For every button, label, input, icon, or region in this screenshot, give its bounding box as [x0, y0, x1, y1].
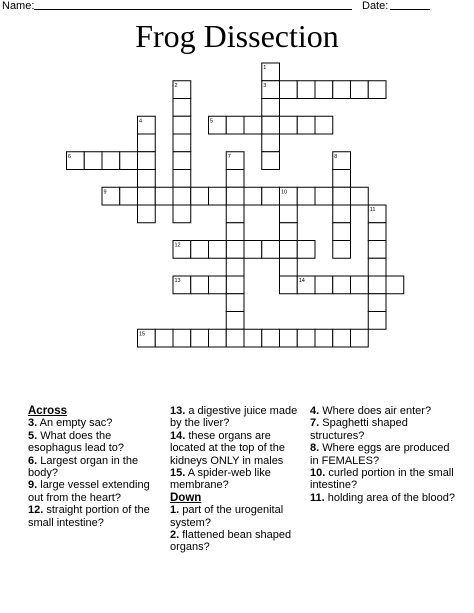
grid-cell[interactable]	[102, 152, 120, 170]
grid-cell[interactable]	[138, 205, 156, 223]
clue-down-11: 11. holding area of the blood?	[310, 491, 455, 504]
clue-across-15: 15. A spider-web like membrane?	[170, 467, 271, 492]
grid-cell[interactable]	[297, 116, 315, 134]
grid-cell[interactable]	[333, 276, 351, 294]
grid-cell[interactable]	[368, 258, 386, 276]
grid-cell[interactable]	[226, 223, 244, 241]
down-heading: Down	[170, 491, 202, 504]
grid-cell[interactable]	[368, 276, 386, 294]
date-label: Date:	[362, 0, 389, 12]
grid-number: 15	[139, 331, 146, 338]
grid-cell[interactable]	[191, 276, 209, 294]
grid-cell[interactable]	[315, 116, 333, 134]
grid-number: 10	[281, 189, 288, 196]
clue-down-4: 4. Where does air enter?	[310, 405, 432, 417]
grid-cell[interactable]	[351, 187, 369, 205]
grid-cell[interactable]	[262, 152, 280, 170]
grid-cell[interactable]	[155, 329, 173, 347]
grid-cell[interactable]	[368, 223, 386, 241]
grid-cell[interactable]	[280, 258, 298, 276]
grid-number: 3	[263, 82, 267, 89]
grid-cell[interactable]	[209, 187, 227, 205]
clue-down-10: 10. curled portion in the small intestine?	[310, 467, 454, 492]
grid-cell[interactable]	[368, 241, 386, 259]
grid-cell[interactable]	[386, 276, 404, 294]
grid-cell[interactable]	[84, 152, 102, 170]
grid-cell[interactable]	[138, 187, 156, 205]
grid-cell[interactable]	[226, 116, 244, 134]
grid-cell[interactable]	[173, 170, 191, 188]
grid-number: 4	[139, 118, 143, 125]
grid-cell[interactable]	[226, 241, 244, 259]
grid-cell[interactable]	[297, 241, 315, 259]
grid-number: 5	[210, 118, 214, 125]
grid-cell[interactable]	[262, 134, 280, 152]
grid-cell[interactable]	[244, 241, 262, 259]
grid-cell[interactable]	[226, 187, 244, 205]
grid-cell[interactable]	[333, 241, 351, 259]
grid-cell[interactable]	[297, 329, 315, 347]
grid-cell[interactable]	[368, 294, 386, 312]
grid-cell[interactable]	[315, 81, 333, 99]
clue-down-7: 7. Spaghetti shaped structures?	[310, 417, 408, 442]
grid-cell[interactable]	[173, 187, 191, 205]
grid-cell[interactable]	[297, 81, 315, 99]
clue-across-6: 6. Largest organ in the body?	[28, 454, 139, 480]
grid-cell[interactable]	[209, 276, 227, 294]
grid-cell[interactable]	[244, 187, 262, 205]
name-label: Name:	[2, 0, 35, 12]
clues-column-2	[170, 405, 305, 554]
grid-cell[interactable]	[262, 99, 280, 117]
grid-cell[interactable]	[226, 258, 244, 276]
grid-cell[interactable]	[333, 329, 351, 347]
grid-cell[interactable]	[333, 223, 351, 241]
grid-number: 9	[103, 189, 107, 196]
grid-cell[interactable]	[173, 134, 191, 152]
grid-cell[interactable]	[191, 187, 209, 205]
clues-column-3	[310, 405, 460, 504]
grid-number: 1	[263, 65, 267, 71]
grid-cell[interactable]	[368, 312, 386, 330]
across-heading: Across	[28, 405, 67, 417]
grid-cell[interactable]	[173, 152, 191, 170]
grid-number: 11	[369, 207, 376, 213]
grid-cell[interactable]	[120, 187, 138, 205]
grid-cell[interactable]	[138, 152, 156, 170]
grid-cell[interactable]	[280, 241, 298, 259]
grid-cell[interactable]	[297, 187, 315, 205]
clue-across-5: 5. What does the esophagus lead to?	[28, 429, 125, 455]
grid-cell[interactable]	[280, 205, 298, 223]
page-title: Frog Dissection	[135, 18, 339, 54]
grid-cell[interactable]	[226, 329, 244, 347]
grid-number: 7	[227, 153, 231, 160]
grid-cell[interactable]	[280, 329, 298, 347]
grid-cell[interactable]	[209, 241, 227, 259]
grid-cell[interactable]	[191, 329, 209, 347]
grid-cell[interactable]	[333, 205, 351, 223]
clue-down-2: 2. flattened bean shaped organs?	[170, 529, 292, 554]
grid-cell[interactable]	[351, 329, 369, 347]
grid-cell[interactable]	[173, 205, 191, 223]
clue-across-12: 12. straight portion of the small intestine?	[28, 504, 150, 529]
grid-cell[interactable]	[280, 223, 298, 241]
grid-number: 2	[174, 82, 178, 89]
grid-cell[interactable]	[280, 81, 298, 99]
grid-cell[interactable]	[226, 170, 244, 188]
grid-number: 14	[298, 278, 305, 284]
clue-across-13: 13. a digestive juice made by the liver?	[170, 405, 298, 430]
grid-cell[interactable]	[173, 116, 191, 134]
grid-cell[interactable]	[226, 312, 244, 330]
grid-cell[interactable]	[315, 329, 333, 347]
grid-cell[interactable]	[244, 329, 262, 347]
clue-across-3: 3. An empty sac?	[28, 417, 113, 430]
grid-cell[interactable]	[138, 170, 156, 188]
grid-cell[interactable]	[120, 152, 138, 170]
grid-number: 8	[334, 153, 338, 160]
grid-cell[interactable]	[173, 99, 191, 117]
grid-cell[interactable]	[315, 187, 333, 205]
grid-cell[interactable]	[262, 241, 280, 259]
grid-cell[interactable]	[351, 81, 369, 99]
grid-cell[interactable]	[315, 276, 333, 294]
grid-cell[interactable]	[333, 170, 351, 188]
grid-cell[interactable]	[333, 81, 351, 99]
grid-cell[interactable]	[351, 276, 369, 294]
grid-number: 6	[68, 153, 72, 160]
grid-cell[interactable]	[262, 329, 280, 347]
grid-cell[interactable]	[226, 294, 244, 312]
clue-down-8: 8. Where eggs are produced in FEMALES?	[310, 442, 450, 467]
grid-number: 12	[174, 242, 181, 249]
grid-cell[interactable]	[368, 81, 386, 99]
clues-column-1	[28, 405, 163, 529]
grid-cell[interactable]	[138, 134, 156, 152]
grid-cell[interactable]	[226, 276, 244, 294]
grid-cell[interactable]	[262, 116, 280, 134]
clue-down-1: 1. part of the urogenital system?	[170, 504, 284, 529]
grid-cell[interactable]	[155, 187, 173, 205]
grid-cell[interactable]	[226, 205, 244, 223]
grid-cell[interactable]	[173, 329, 191, 347]
grid-number: 13	[174, 278, 181, 284]
grid-cell[interactable]	[333, 187, 351, 205]
grid-cell[interactable]	[280, 116, 298, 134]
grid-cell[interactable]	[280, 276, 298, 294]
grid-cell[interactable]	[209, 329, 227, 347]
clue-across-14: 14. these organs are located at the top of the kidneys ONLY in males	[170, 429, 285, 467]
clue-across-9: 9. large vessel extending out from the heart?	[28, 479, 150, 504]
grid-cell[interactable]	[262, 187, 280, 205]
grid-cell[interactable]	[191, 241, 209, 259]
grid-cell[interactable]	[244, 116, 262, 134]
